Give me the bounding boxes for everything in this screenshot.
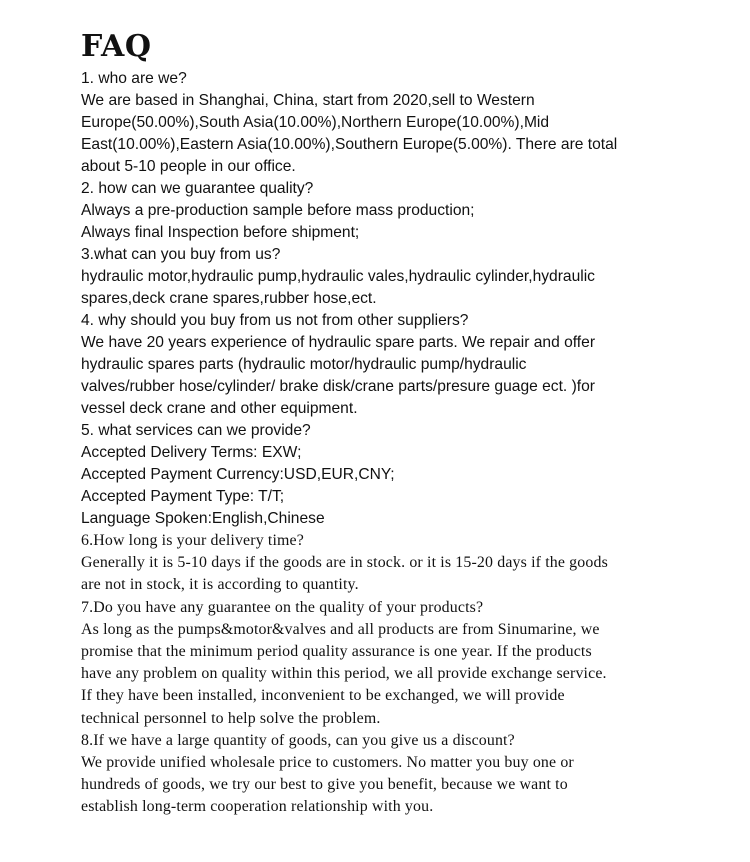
faq-answer-7-line-3: have any problem on quality within this period, we all provide exchange service. [81,665,607,683]
faq-answer-5-line-1: Accepted Delivery Terms: EXW; [81,444,302,461]
faq-answer-1-line-3: East(10.00%),Eastern Asia(10.00%),Southern Europe(5.00%). There are total [81,136,618,153]
faq-answer-1-line-4: about 5-10 people in our office. [81,158,296,175]
faq-answer-8-line-1: We provide unified wholesale price to customers. No matter you buy one or [81,754,574,772]
faq-item-5 [81,420,681,530]
faq-answer-3-line-2: spares,deck crane spares,rubber hose,ect. [81,290,377,307]
faq-question-1: 1. who are we? [81,70,187,87]
faq-question-2: 2. how can we guarantee quality? [81,180,314,197]
faq-item-1 [81,68,681,178]
faq-question-6: 6.How long is your delivery time? [81,532,304,549]
faq-answer-4-line-1: We have 20 years experience of hydraulic spare parts. We repair and offer [81,334,596,351]
faq-answer-1-line-2: Europe(50.00%),South Asia(10.00%),Northern Europe(10.00%),Mid [81,114,550,131]
faq-question-5: 5. what services can we provide? [81,422,311,439]
faq-item-4 [81,310,681,420]
faq-answer-7-line-4: If they have been installed, inconvenient to be exchanged, we will provide [81,687,565,705]
faq-item-6 [81,530,681,597]
faq-item-7 [81,597,681,730]
faq-answer-7-line-5: technical personnel to help solve the problem. [81,709,381,727]
faq-answer-5-line-2: Accepted Payment Currency:USD,EUR,CNY; [81,466,395,483]
faq-question-7: 7.Do you have any guarantee on the quality of your products? [81,598,484,616]
faq-answer-1-line-1: We are based in Shanghai, China, start from 2020,sell to Western [81,92,535,109]
faq-item-3 [81,244,681,310]
faq-question-8: 8.If we have a large quantity of goods, can you give us a discount? [81,731,515,749]
faq-answer-4-line-2: hydraulic spares parts (hydraulic motor/hydraulic pump/hydraulic [81,356,527,373]
faq-answer-4-line-3: valves/rubber hose/cylinder/ brake disk/crane parts/presure guage ect. )for [81,378,595,395]
faq-answer-2-line-2: Always final Inspection before shipment; [81,224,360,241]
faq-answer-8-line-2: hundreds of goods, we try our best to give you benefit, because we want to [81,776,568,794]
faq-item-2 [81,178,681,244]
faq-question-3: 3.what can you buy from us? [81,246,281,263]
faq-answer-6-line-1: Generally it is 5-10 days if the goods are in stock. or it is 15-20 days if the goods [81,554,608,572]
faq-answer-3-line-1: hydraulic motor,hydraulic pump,hydraulic vales,hydraulic cylinder,hydraulic [81,268,595,285]
faq-item-8 [81,730,681,819]
faq-answer-4-line-4: vessel deck crane and other equipment. [81,400,358,417]
faq-answer-7-line-1: As long as the pumps&motor&valves and all products are from Sinumarine, we [81,620,600,638]
faq-answer-7-line-2: promise that the minimum period quality assurance is one year. If the products [81,643,592,661]
faq-answer-2-line-1: Always a pre-production sample before mass production; [81,202,475,219]
faq-answer-8-line-3: establish long-term cooperation relationship with you. [81,798,434,816]
faq-question-4: 4. why should you buy from us not from other suppliers? [81,312,469,329]
page-title: FAQ [81,29,152,64]
faq-answer-5-line-4: Language Spoken:English,Chinese [81,510,325,527]
faq-document [81,28,681,819]
faq-answer-5-line-3: Accepted Payment Type: T/T; [81,488,285,505]
faq-answer-6-line-2: are not in stock, it is according to quantity. [81,576,359,594]
